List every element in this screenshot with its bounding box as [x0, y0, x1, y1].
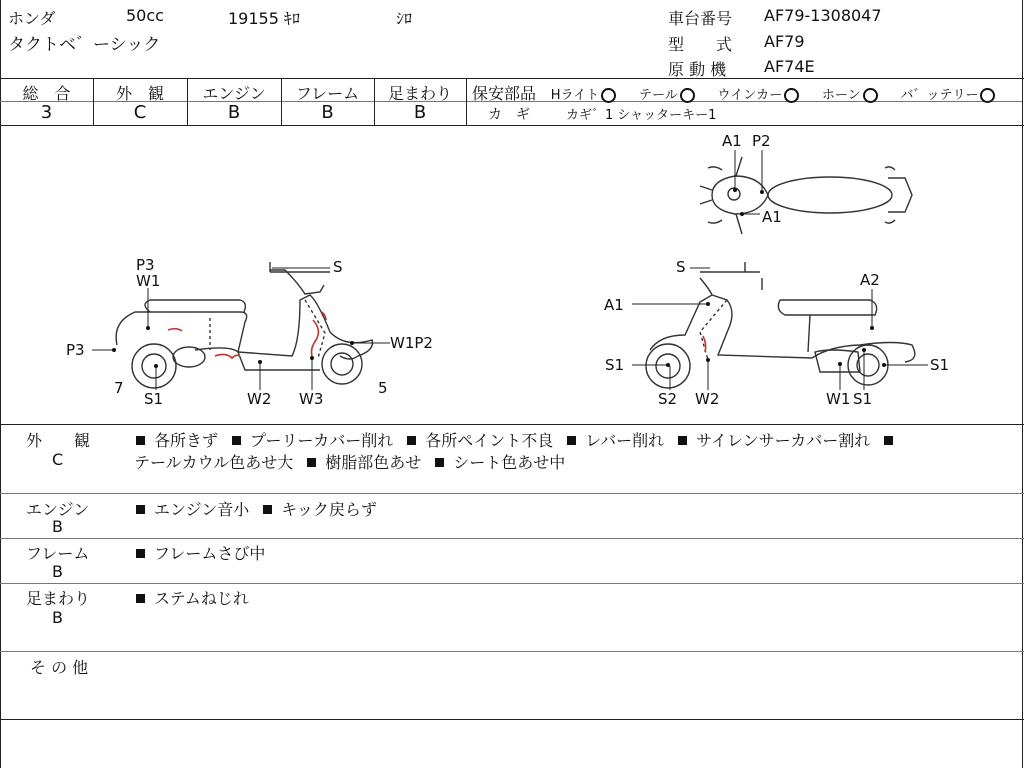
label-right-s1-left: S1 — [605, 356, 625, 374]
ok-circle-icon — [784, 88, 799, 103]
issue-item: 樹脂部色あせ — [307, 453, 421, 472]
color: ｼﾛ — [396, 9, 413, 28]
detail-frame-category: フレーム — [26, 544, 90, 563]
grade-engine: B — [227, 102, 241, 123]
engine-code: AF74E — [764, 57, 815, 76]
bullet-square-icon — [232, 436, 241, 445]
ok-circle-icon — [680, 88, 695, 103]
grade-frame: B — [321, 102, 334, 123]
detail-frame-grade: B — [52, 562, 63, 581]
mileage: 19155 ｷﾛ — [228, 9, 300, 28]
grade-header-suspension: 足まわり — [387, 84, 452, 103]
ok-circle-icon — [863, 88, 878, 103]
label-left-w3: W3 — [299, 390, 324, 408]
label-right-a2: A2 — [860, 271, 880, 289]
key-label: カ ギ — [488, 107, 530, 123]
label-left-5: 5 — [378, 379, 388, 397]
ok-circle-icon — [980, 88, 995, 103]
label-top-a1-b: A1 — [762, 208, 782, 226]
issue-item: エンジン音小 — [136, 500, 249, 519]
bullet-square-icon — [136, 594, 145, 603]
issue-item: テールカウル色あせ大 — [134, 453, 294, 472]
frame-number: AF79-1308047 — [764, 6, 882, 25]
label-left-w1-top: W1 — [136, 272, 161, 290]
label-right-w2: W2 — [695, 390, 720, 408]
bullet-square-icon — [407, 436, 416, 445]
detail-engine-category: エンジン — [26, 500, 90, 519]
security-item-winker: ウインカー — [718, 88, 800, 103]
bullet-square-icon — [136, 436, 145, 445]
detail-exterior-grade: C — [52, 450, 64, 469]
issue-item: キック戻らず — [263, 500, 377, 519]
security-item-tail: テール — [639, 88, 695, 103]
label-top-a1: A1 — [722, 132, 742, 150]
security-parts-row — [472, 81, 995, 104]
security-item-battery: バ゛ッテリー — [900, 88, 995, 103]
label-right-s1-bottom: S1 — [853, 390, 873, 408]
detail-frame-line — [136, 541, 279, 564]
security-item-horn: ホーン — [822, 88, 878, 103]
bullet-square-icon — [567, 436, 576, 445]
label-left-s1: S1 — [144, 390, 164, 408]
label-right-s: S — [676, 258, 686, 276]
model-name: タクトベ゛ーシック — [8, 35, 161, 55]
bullet-square-icon — [263, 505, 272, 514]
grade-header-exterior: 外 観 — [115, 84, 164, 103]
grade-suspension: B — [413, 102, 427, 123]
label-left-p3-top: P3 — [136, 256, 155, 274]
issue-item: シート色あせ中 — [435, 453, 565, 472]
grade-exterior: C — [133, 102, 147, 123]
security-parts-label: 保安部品 — [472, 84, 537, 103]
label-right-w1: W1 — [826, 390, 851, 408]
displacement: 50cc — [126, 6, 164, 25]
bullet-square-icon — [307, 458, 316, 467]
detail-engine-line — [136, 497, 391, 520]
label-right-a1: A1 — [604, 296, 624, 314]
issue-item: 各所ペイント不良 — [407, 431, 553, 450]
label-left-s-top: S — [333, 258, 343, 276]
label-left-p3-side: P3 — [66, 341, 85, 359]
issue-item: プーリーカバー削れ — [232, 431, 393, 450]
label-left-w1p2: W1P2 — [390, 334, 433, 352]
detail-engine-grade: B — [52, 517, 63, 536]
detail-exterior-category: 外 観 — [26, 431, 91, 450]
detail-exterior-line-1 — [136, 428, 902, 451]
engine-code-label: 原 動 機 — [668, 60, 727, 79]
issue-item: フレームさび中 — [136, 544, 265, 563]
detail-exterior-line-2 — [134, 450, 579, 473]
bullet-square-icon — [435, 458, 444, 467]
maker: ホンダ — [8, 9, 56, 28]
detail-suspension-grade: B — [52, 608, 63, 627]
bullet-square-icon — [136, 549, 145, 558]
label-left-w2: W2 — [247, 390, 272, 408]
ok-circle-icon — [601, 88, 616, 103]
model-code: AF79 — [764, 32, 805, 51]
issue-item: サイレンサーカバー割れ — [678, 431, 870, 450]
security-item-headlight: Hライト — [551, 88, 616, 103]
bullet-square-icon — [884, 436, 893, 445]
other-label: そ の 他 — [30, 658, 89, 677]
damage-marks — [168, 312, 706, 358]
issue-item: ステムねじれ — [136, 589, 249, 608]
damage-diagram — [0, 126, 1024, 423]
grade-overall: 3 — [40, 102, 53, 123]
grade-header-overall: 総 合 — [22, 84, 71, 103]
model-code-label: 型 式 — [668, 35, 733, 54]
label-top-p2: P2 — [752, 132, 771, 150]
grade-header-frame: フレーム — [295, 84, 360, 103]
label-right-s2: S2 — [658, 390, 678, 408]
detail-suspension-line — [136, 586, 263, 609]
frame-number-label: 車台番号 — [668, 9, 733, 28]
detail-suspension-category: 足まわり — [26, 589, 91, 608]
issue-item — [884, 431, 902, 450]
top-scooter-outline — [700, 157, 912, 234]
label-right-s1-right: S1 — [930, 356, 950, 374]
grade-header-engine: エンジン — [202, 84, 266, 103]
key-value: カギ゛1 シャッターキー1 — [566, 108, 717, 123]
label-left-7: 7 — [114, 379, 124, 397]
issue-item: 各所きず — [136, 431, 218, 450]
bullet-square-icon — [136, 505, 145, 514]
bullet-square-icon — [678, 436, 687, 445]
issue-item: レバー削れ — [567, 431, 664, 450]
